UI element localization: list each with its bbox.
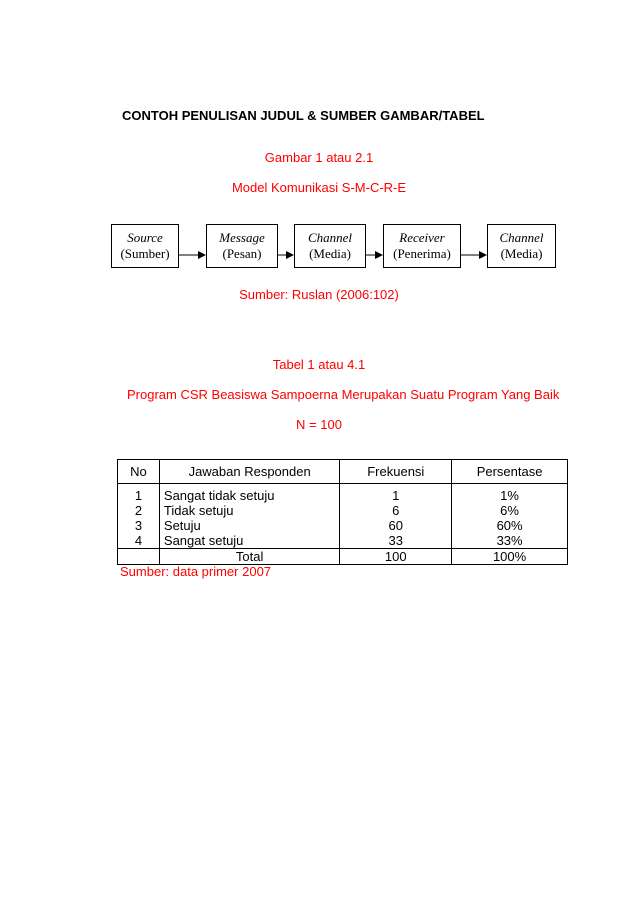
table-number: Tabel 1 atau 4.1 bbox=[272, 357, 366, 372]
box-translation: (Pesan) bbox=[222, 246, 262, 261]
cell-percentage: 6% bbox=[452, 503, 568, 518]
data-table bbox=[117, 459, 568, 565]
cell-frequency: 33 bbox=[340, 533, 452, 549]
cell-answer: Sangat tidak setuju bbox=[159, 484, 339, 504]
header-answer: Jawaban Responden bbox=[159, 460, 339, 484]
cell-answer: Setuju bbox=[159, 518, 339, 533]
box-term: Channel bbox=[307, 230, 353, 245]
figure-source: Sumber: Ruslan (2006:102) bbox=[239, 287, 399, 302]
table-row bbox=[118, 533, 568, 549]
cell-percentage: 60% bbox=[452, 518, 568, 533]
cell-frequency: 6 bbox=[340, 503, 452, 518]
page-heading: CONTOH PENULISAN JUDUL & SUMBER GAMBAR/TABEL bbox=[122, 108, 485, 123]
figure-number: Gambar 1 atau 2.1 bbox=[264, 150, 374, 165]
table-row bbox=[118, 484, 568, 504]
cell-answer: Tidak setuju bbox=[159, 503, 339, 518]
header-percentage: Persentase bbox=[452, 460, 568, 484]
table-row bbox=[118, 503, 568, 518]
cell-total-frequency: 100 bbox=[340, 549, 452, 565]
cell-no-empty bbox=[118, 549, 160, 565]
diagram-box-source bbox=[111, 224, 179, 268]
table-header-row bbox=[118, 460, 568, 484]
header-no: No bbox=[118, 460, 160, 484]
cell-frequency: 60 bbox=[340, 518, 452, 533]
box-translation: (Media) bbox=[500, 246, 543, 261]
cell-answer: Sangat setuju bbox=[159, 533, 339, 549]
cell-no: 2 bbox=[118, 503, 160, 518]
cell-total-label: Total bbox=[159, 549, 339, 565]
diagram-box-channel-2 bbox=[487, 224, 556, 268]
figure-title: Model Komunikasi S-M-C-R-E bbox=[231, 180, 407, 195]
cell-frequency: 1 bbox=[340, 484, 452, 504]
header-frequency: Frekuensi bbox=[340, 460, 452, 484]
cell-no: 3 bbox=[118, 518, 160, 533]
box-term: Receiver bbox=[399, 230, 445, 245]
cell-percentage: 33% bbox=[452, 533, 568, 549]
cell-total-percentage: 100% bbox=[452, 549, 568, 565]
table-row bbox=[118, 518, 568, 533]
box-translation: (Sumber) bbox=[120, 246, 170, 261]
table-source: Sumber: data primer 2007 bbox=[120, 564, 272, 579]
cell-no: 4 bbox=[118, 533, 160, 549]
table-total-row bbox=[118, 549, 568, 565]
box-term: Channel bbox=[499, 230, 544, 245]
box-term: Message bbox=[219, 230, 265, 245]
box-term: Source bbox=[127, 230, 163, 245]
table-title: Program CSR Beasiswa Sampoerna Merupakan Suatu Program Yang Baik bbox=[127, 387, 560, 402]
diagram-box-channel bbox=[294, 224, 366, 268]
box-translation: (Penerima) bbox=[393, 246, 451, 261]
box-translation: (Media) bbox=[309, 246, 351, 261]
diagram-box-message bbox=[206, 224, 278, 268]
diagram-box-receiver bbox=[383, 224, 461, 268]
cell-no: 1 bbox=[118, 484, 160, 504]
table-n: N = 100 bbox=[296, 417, 342, 432]
cell-percentage: 1% bbox=[452, 484, 568, 504]
